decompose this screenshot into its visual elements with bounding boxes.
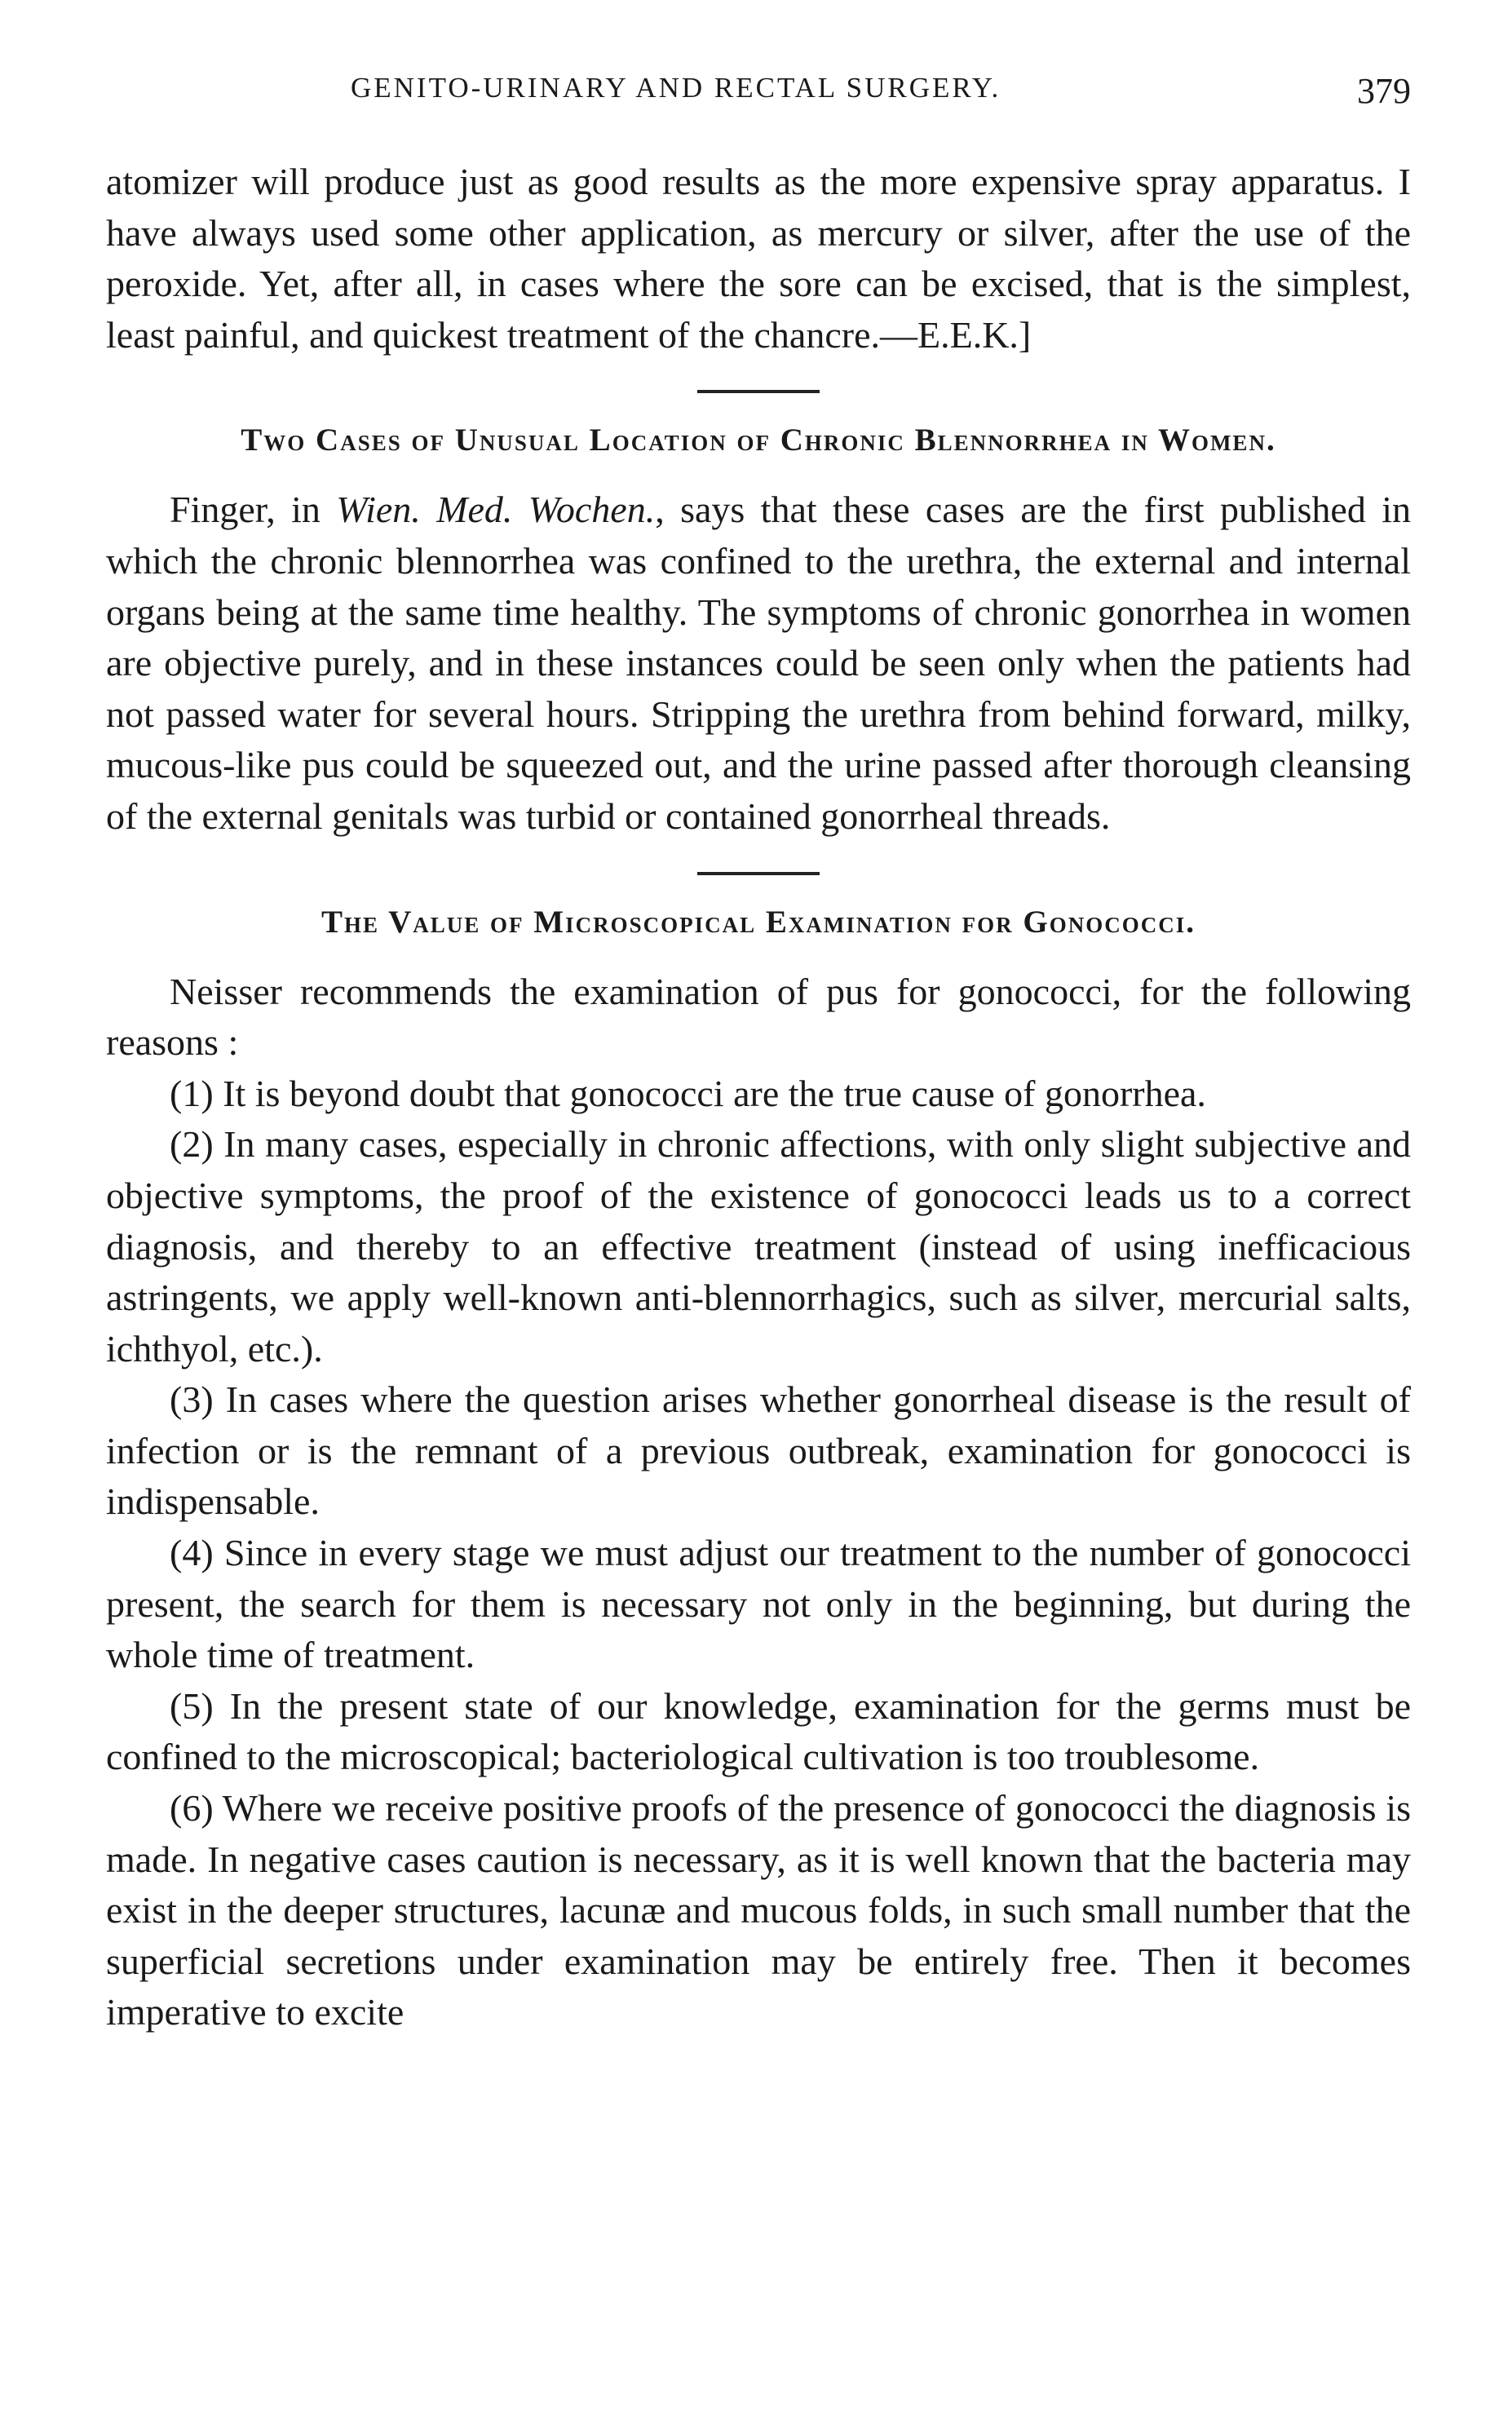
section-heading-gonococci: The Value of Microscopical Examination for Gonococci. [321,904,1196,940]
reason-item-2: (2) In many cases, especially in chronic affections, with only slight subjective and objective symptoms, the proof of the existence of gonococci leads us to a correct diagnosis, and thereby to an effective treatment (instead of using inefficacious astringents, we apply well-known anti-blennorrhagics, such as silver, mercurial salts, ichthyol, etc.). [106,1123,1411,1370]
continuation-paragraph: atomizer will produce just as good results as the more expensive spray apparatus. I have always used some other application, as mercury or silver, after the use of the peroxide. Yet, after all, in cases where the sore can be excised, that is the simplest, least painful, and quickest treatment of the chancre.—E.E.K.] [106,161,1411,356]
page-body [106,157,1411,2038]
reason-item-4: (4) Since in every stage we must adjust our treatment to the number of gonococci present, the search for them is necessary not only in the beginning, but during the whole time of treatment. [106,1532,1411,1676]
reason-item-1: (1) It is beyond doubt that gonococci are the true cause of gonorrhea. [170,1072,1206,1114]
running-title: GENITO-URINARY AND RECTAL SURGERY. [351,72,1001,104]
reason-item-5: (5) In the present state of our knowledge, examination for the germs must be confined to the microscopical; bacteriological cultivation is too troublesome. [106,1684,1411,1778]
blennorrhea-paragraph [106,485,1411,842]
lead-in-text: Finger, in [170,489,337,531]
journal-citation: Wien. Med. Wochen. [336,489,656,531]
reason-item-3: (3) In cases where the question arises whether gonorrheal disease is the result of infection or is the remnant of a previous outbreak, examination for gonococci is indispensable. [106,1378,1411,1523]
section-divider [697,872,820,875]
paragraph-body: , says that these cases are the first published in which the chronic blennorrhea was confined to the urethra, the external and internal organs being at the same time healthy. The symptoms of chronic gonorrhea in women are objective purely, and in these instances could be seen only when the patients had not passed water for several hours. Stripping the urethra from behind forward, milky, mucous-like pus could be squeezed out, and the urine passed after thorough cleansing of the external genitals was turbid or contained gonorrheal threads. [106,489,1411,837]
section-heading-blennorrhea: Two Cases of Unusual Location of Chronic Blennorrhea in Women. [241,423,1276,458]
running-head [106,72,1411,121]
page-number: 379 [1357,71,1411,111]
intro-paragraph: Neisser recommends the examination of pus for gonococci, for the following reasons : [106,970,1411,1064]
section-divider [697,390,820,393]
reason-item-6: (6) Where we receive positive proofs of the presence of gonococci the diagnosis is made. In negative cases caution is necessary, as it is well known that the bacteria may exist in the deeper structures, lacunæ and mucous folds, in such small number that the superficial secretions under examination may be entirely free. Then it becomes imperative to excite [106,1787,1411,2033]
